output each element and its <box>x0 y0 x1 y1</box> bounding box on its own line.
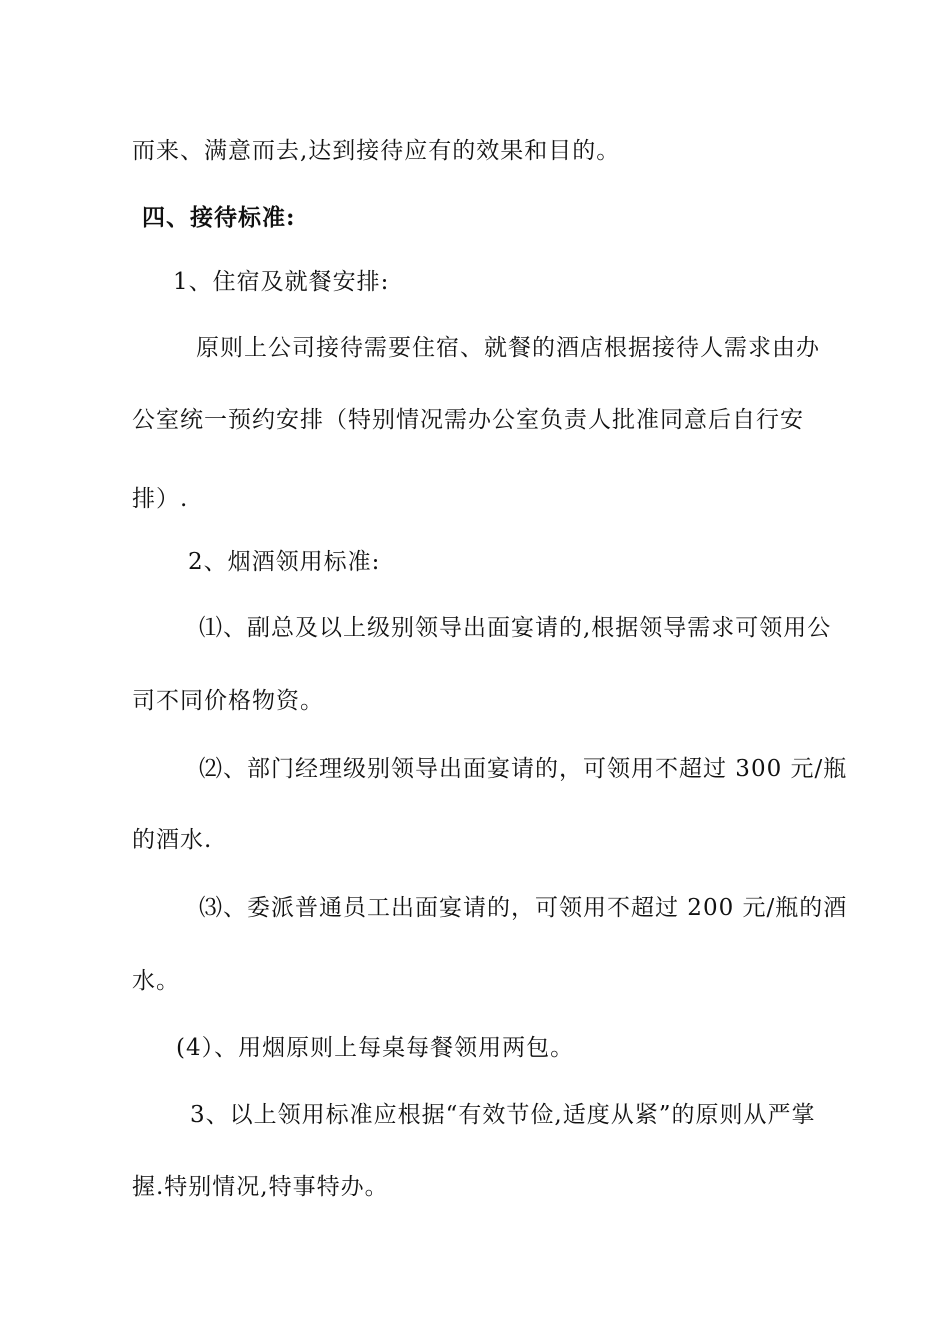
paragraph-line: 握.特别情况,特事特办。 <box>132 1174 389 1200</box>
subsection-heading-2: 2、烟酒领用标准: <box>188 549 381 575</box>
subsection-heading-3: 3、以上领用标准应根据“有效节俭,适度从紧”的原则从严掌 <box>190 1102 816 1128</box>
list-item-2-cont: 的酒水. <box>132 827 213 853</box>
list-item-4: (4）、用烟原则上每桌每餐领用两包。 <box>176 1035 575 1061</box>
paragraph-line: 原则上公司接待需要住宿、就餐的酒店根据接待人需求由办 <box>196 335 820 361</box>
list-item-3-cont: 水。 <box>132 968 180 994</box>
paragraph-line: 公室统一预约安排（特别情况需办公室负责人批准同意后自行安 <box>132 407 804 433</box>
section-heading: 四、接待标准: <box>142 204 296 231</box>
list-item-1-cont: 司不同价格物资。 <box>132 688 324 714</box>
subsection-heading-1: 1、住宿及就餐安排: <box>173 269 390 295</box>
paragraph-line: 排）. <box>132 486 189 512</box>
paragraph-continuation: 而来、满意而去,达到接待应有的效果和目的。 <box>132 138 621 164</box>
list-item-2: ⑵、部门经理级别领导出面宴请的，可领用不超过 300 元/瓶 <box>199 756 848 782</box>
list-item-3: ⑶、委派普通员工出面宴请的，可领用不超过 200 元/瓶的酒 <box>199 895 848 921</box>
list-item-1: ⑴、副总及以上级别领导出面宴请的,根据领导需求可领用公 <box>199 615 832 641</box>
